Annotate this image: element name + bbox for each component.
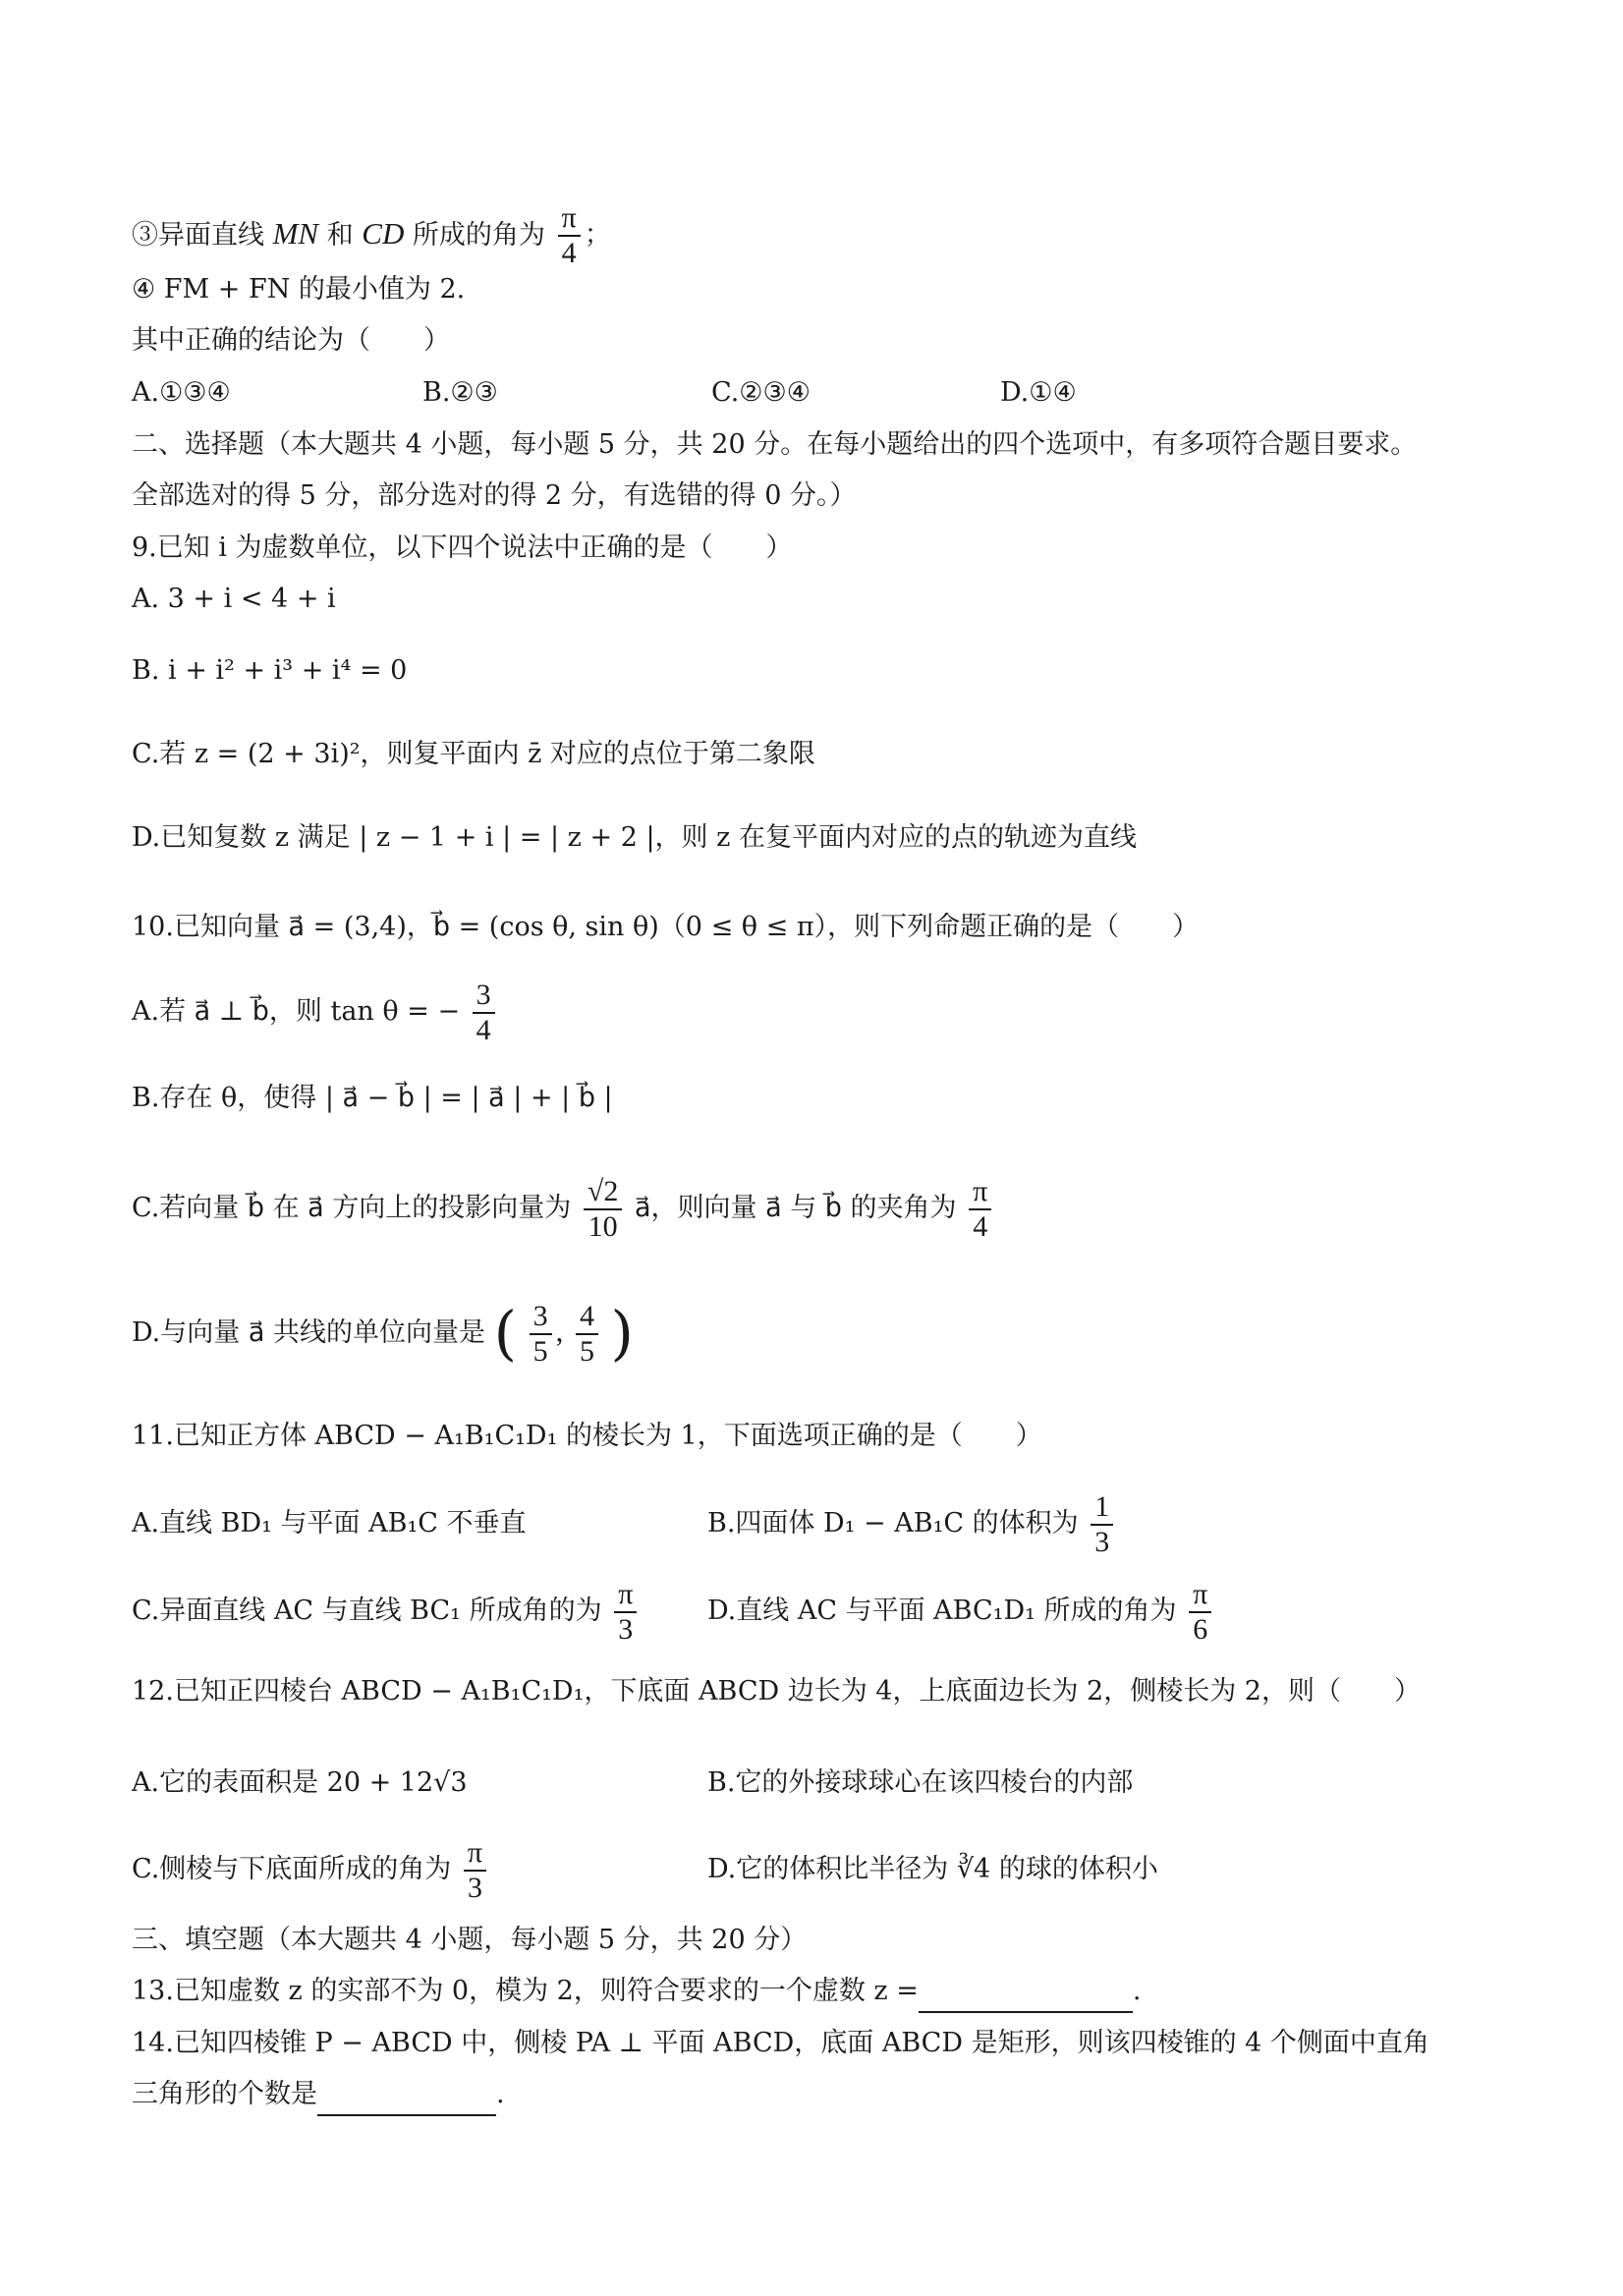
q13-answer-blank bbox=[919, 1972, 1133, 2013]
q11-option-c bbox=[132, 1577, 641, 1646]
q12-option-c bbox=[132, 1835, 490, 1904]
frac-num: π bbox=[969, 1175, 991, 1210]
q11-option-d-fraction bbox=[1189, 1578, 1211, 1647]
q9-option-a: A. 3 + i < 4 + i bbox=[132, 584, 336, 614]
frac-den: 4 bbox=[476, 1013, 491, 1046]
q13 bbox=[132, 1972, 1544, 2013]
q11-row2 bbox=[132, 1577, 1544, 1647]
q14-line1: 14.已知四棱锥 P − ABCD 中，侧棱 PA ⊥ 平面 ABCD，底面 ABCD 是矩形，则该四棱锥的 4 个侧面中直角 bbox=[132, 2028, 1429, 2058]
q10-option-a-text: A.若 a⃗ ⊥ b⃗，则 tan θ = − bbox=[132, 996, 461, 1027]
q12-option-d: D.它的体积比半径为 ∛4 的球的体积小 bbox=[707, 1854, 1158, 1884]
q10-option-a-fraction bbox=[473, 979, 495, 1047]
q9-option-b: B. i + i² + i³ + i⁴ = 0 bbox=[132, 655, 408, 686]
q14-answer-blank bbox=[317, 2075, 496, 2116]
q11-option-c-text: C.异面直线 AC 与直线 BC₁ 所成角的为 bbox=[132, 1596, 602, 1626]
frac-den: 3 bbox=[618, 1612, 634, 1646]
frac-den: 3 bbox=[1094, 1525, 1110, 1558]
q12-option-c-fraction bbox=[464, 1836, 486, 1905]
q9-option-c: C.若 z = (2 + 3i)²，则复平面内 z̄ 对应的点位于第二象限 bbox=[132, 739, 815, 769]
frac-num: π bbox=[614, 1578, 637, 1613]
section2-heading-line1: 二、选择题（本大题共 4 小题，每小题 5 分，共 20 分。在每小题给出的四个选项中，有多项符合题目要求。 bbox=[132, 429, 1418, 460]
q12-stem: 12.已知正四棱台 ABCD − A₁B₁C₁D₁，下底面 ABCD 边长为 4，上底面边长为 2，侧棱长为 2，则（ ） bbox=[132, 1676, 1421, 1707]
frac-num: π bbox=[464, 1836, 486, 1872]
frac-den: 4 bbox=[973, 1209, 988, 1243]
q11-option-b-text: B.四面体 D₁ − AB₁C 的体积为 bbox=[707, 1508, 1079, 1539]
q12-option-c-text: C.侧棱与下底面所成的角为 bbox=[132, 1854, 452, 1884]
q14-line2-text: 三角形的个数是 bbox=[132, 2079, 317, 2109]
frac-num: π bbox=[558, 201, 581, 237]
frac-den: 10 bbox=[588, 1209, 618, 1243]
q11-option-c-fraction bbox=[614, 1578, 637, 1647]
q10-option-c-text: C.若向量 b⃗ 在 a⃗ 方向上的投影向量为 bbox=[132, 1193, 572, 1223]
q12-option-b: B.它的外接球球心在该四棱台的内部 bbox=[707, 1767, 1134, 1798]
q9-stem: 9.已知 i 为虚数单位，以下四个说法中正确的是（ ） bbox=[132, 532, 793, 563]
q11-option-a: A.直线 BD₁ 与平面 AB₁C 不垂直 bbox=[132, 1508, 527, 1539]
q12-option-a: A.它的表面积是 20 + 12√3 bbox=[132, 1767, 468, 1798]
q10-option-c-fraction bbox=[584, 1175, 622, 1244]
q8-item4: ④ FM + FN 的最小值为 2. bbox=[132, 274, 466, 305]
frac-den: 5 bbox=[579, 1334, 594, 1368]
q10-stem: 10.已知向量 a⃗ = (3,4)，b⃗ = (cos θ, sin θ)（0 ≤ θ ≤ π），则下列命题正确的是（ ） bbox=[132, 912, 1200, 942]
frac-den: 4 bbox=[561, 237, 577, 269]
q8-option-b: B.②③ bbox=[422, 377, 498, 408]
q11-stem: 11.已知正方体 ABCD − A₁B₁C₁D₁ 的棱长为 1，下面选项正确的是（ ） bbox=[132, 1421, 1042, 1451]
q13-stem: 13.已知虚数 z 的实部不为 0，模为 2，则符合要求的一个虚数 z = bbox=[132, 1976, 919, 2006]
frac-den: 6 bbox=[1193, 1612, 1208, 1646]
frac-den: 3 bbox=[467, 1871, 482, 1904]
frac-num: 3 bbox=[473, 979, 495, 1014]
q11-option-d bbox=[707, 1577, 1215, 1647]
q8-item3-fraction bbox=[558, 201, 581, 270]
frac-den: 5 bbox=[532, 1334, 548, 1368]
q10-option-d-text: D.与向量 a⃗ 共线的单位向量是 bbox=[132, 1317, 485, 1348]
q12-row1 bbox=[132, 1764, 1544, 1803]
q10-option-d-fraction2 bbox=[576, 1300, 598, 1369]
frac-num: √2 bbox=[584, 1175, 622, 1210]
q10-option-b: B.存在 θ，使得 | a⃗ − b⃗ | = | a⃗ | + | b⃗ | bbox=[132, 1083, 613, 1113]
section2-heading-line2: 全部选对的得 5 分，部分选对的得 2 分，有选错的得 0 分。） bbox=[132, 480, 857, 511]
q8-stem-end: 其中正确的结论为（ ） bbox=[132, 325, 450, 356]
q10-option-c bbox=[132, 1169, 1544, 1248]
q10-option-c-fraction2 bbox=[969, 1175, 991, 1244]
q10-option-c-mid: a⃗，则向量 a⃗ 与 b⃗ 的夹角为 bbox=[634, 1193, 957, 1223]
section3-heading: 三、填空题（本大题共 4 小题，每小题 5 分，共 20 分） bbox=[132, 1925, 808, 1955]
q10-option-a bbox=[132, 978, 1544, 1047]
q8-option-c: C.②③④ bbox=[711, 377, 811, 408]
q12-row2 bbox=[132, 1835, 1544, 1905]
q11-option-d-text: D.直线 AC 与平面 ABC₁D₁ 所成的角为 bbox=[707, 1596, 1177, 1626]
q14-end: . bbox=[496, 2079, 505, 2109]
frac-num: π bbox=[1189, 1578, 1211, 1613]
q11-row1 bbox=[132, 1489, 1544, 1558]
q10-option-d-fraction1 bbox=[530, 1300, 552, 1369]
frac-num: 1 bbox=[1091, 1490, 1113, 1526]
q11-option-b bbox=[707, 1489, 1117, 1559]
q9-option-d: D.已知复数 z 满足 | z − 1 + i | = | z + 2 |，则 z 在复平面内对应的点的轨迹为直线 bbox=[132, 822, 1137, 853]
frac-num: 4 bbox=[576, 1300, 598, 1335]
q13-end: . bbox=[1132, 1976, 1142, 2006]
q10-option-d: D.与向量 a⃗ 共线的单位向量是 ( $\frac{3}{5}$ , $\frac{4}{5}$ ) bbox=[132, 1299, 634, 1369]
q8-option-a: A.①③④ bbox=[132, 377, 231, 408]
q8-option-d: D.①④ bbox=[1000, 377, 1077, 408]
q8-item3: ③异面直线 MN 和 CD 所成的角为 $\frac{\pi}{4}$ ； bbox=[132, 201, 611, 269]
frac-num: 3 bbox=[530, 1300, 552, 1335]
q11-option-b-fraction bbox=[1091, 1490, 1113, 1559]
q14-line2 bbox=[132, 2075, 1544, 2116]
